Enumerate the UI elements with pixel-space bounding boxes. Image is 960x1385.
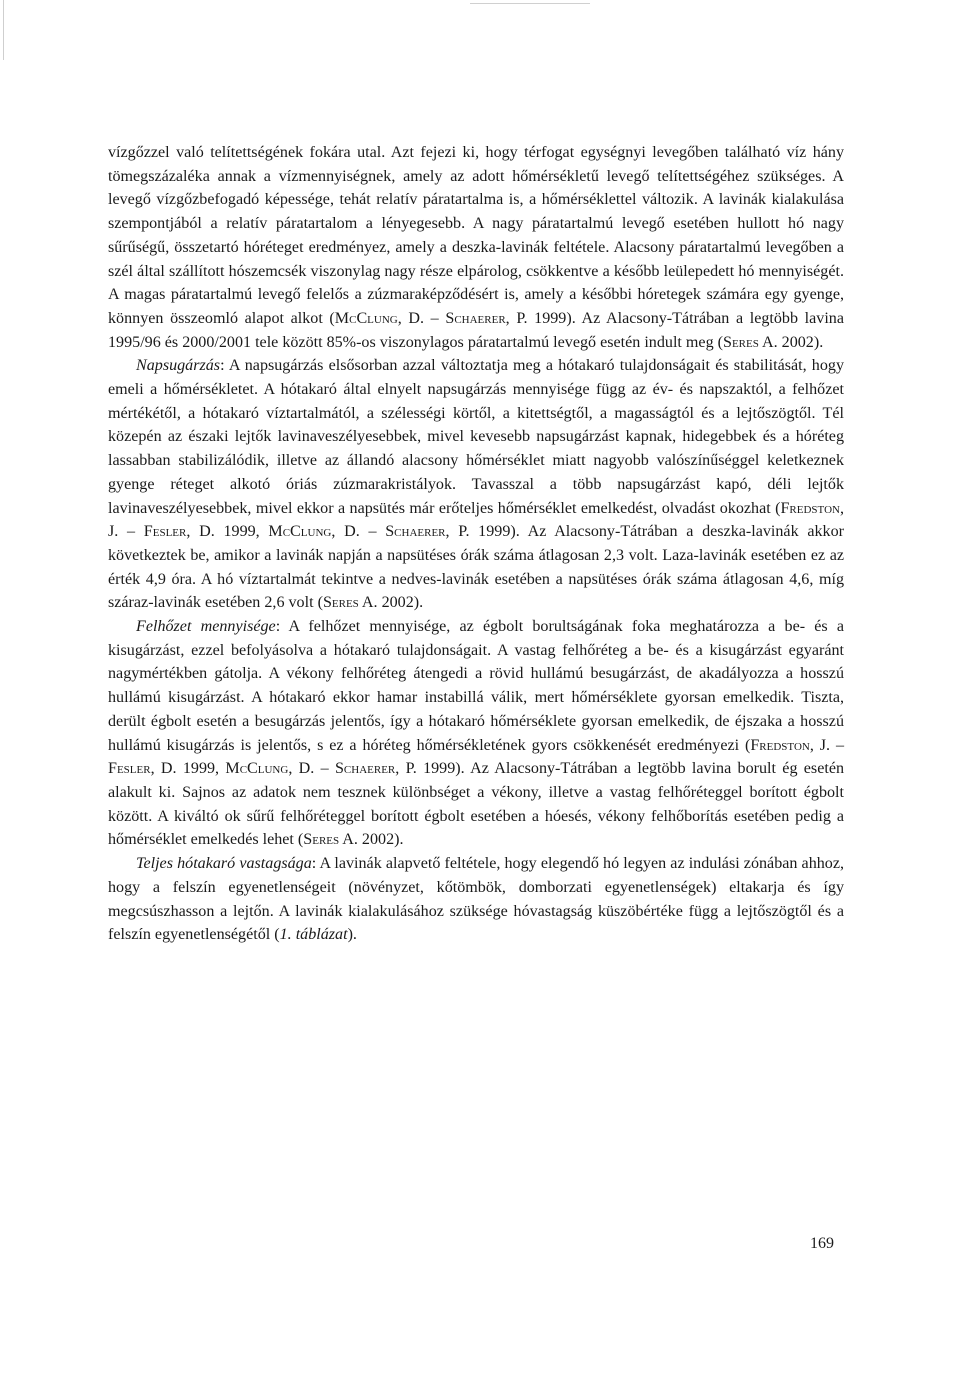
paragraph-relative-humidity: vízgőzzel való telítettségének fokára utal. Azt fejezi ki, hogy térfogat egységnyi levegőben található víz hány tömegszázaléka annak a vízmennyiségnek, amely az adott hőmérsékletű levegő telítettségéhez szükséges. A levegő vízgőzbefogadó képessége, tehát relatív páratartalma is, a hőmérséklettel változik. A lavinák kialakulása szempontjából a relatív páratartalom a lényegesebb. A nagy páratartalmú levegő esetében hullott hó nagy sűrűségű, összetartó hóréteget eredményez, amely a deszka-lavinák feltétele. Alacsony páratartalmú levegőben a szél által szállított hószemcsék viszonylag nagy része elpárolog, csökkentve a később leülepedett hó mennyiségét. A magas páratartalmú levegő felelős a zúzmaraképződésért is, amely a későbbi hóretegek számára egy gyenge, könnyen összeomló alapot alkot (McClung, D. – Schaerer, P. 1999). Az Alacsony-Tátrában a legtöbb lavina 1995/96 és 2000/2001 tele között 85%-os viszonylagos páratartalmú levegő esetén indult meg (Seres A. 2002). <box>108 144 844 351</box>
author-name: McClung <box>334 309 398 327</box>
paragraph-term: Teljes hótakaró vastagsága <box>136 855 312 873</box>
page-number: 169 <box>810 1235 834 1252</box>
author-name: Schaerer <box>385 523 446 541</box>
author-name: Fredston <box>780 499 840 517</box>
paragraph-term: Felhőzet mennyisége <box>136 618 276 636</box>
author-name: McClung <box>225 760 289 778</box>
author-name: Fredston <box>750 736 810 754</box>
author-name: Seres <box>322 594 359 612</box>
scan-artifact-left <box>3 0 4 60</box>
author-name: Seres <box>723 333 759 351</box>
author-name: Schaerer <box>334 760 396 778</box>
author-name: Fesler <box>143 523 187 541</box>
author-name: McClung <box>268 523 332 541</box>
scan-artifact-top <box>470 3 590 4</box>
body-text <box>108 141 844 947</box>
paragraph-solar-radiation: Napsugárzás: A napsugárzás elsősorban azzal változtatja meg a hótakaró tulajdonságait és stabilitását, hogy emeli a hőmérsékletet. A hótakaró által elnyelt napsugárzás mennyisége függ az év- és napszaktól, a felhőzet mértékétől, a hótakaró víztartalmától, a szélességi körtől, a kitettségtől, a magasságtól és a lejtőszögtől. Tél közepén az északi lejtők lavinaveszélyesebbek, mivel kevesebb napsugárzást kapnak, hidegebbek és a hóréteg lassabban stabilizálódik, illetve az állandó alacsony hőmérséklet miatt nagyobb valószínűséggel keletkeznek gyenge réteget alkotó óriás zúzmarakristályok. Tavasszal a több napsugárzást kapó, déli lejtők lavinaveszélyesebbek, mivel ekkor a napsütés már erőteljes hőmérséklet emelkedést, olvadást okozhat (Fredston, J. – Fesler, D. 1999, McClung, D. – Schaerer, P. 1999). Az Alacsony-Tátrában a deszka-lavinák akkor következtek be, amikor a lavinák napján a napsütéses órák száma átlagosan 2,3 volt. Laza-lavinák esetében ez az érték 4,9 óra. A hó víztartalmát tekintve a nedves-lavinák esetében a napsütéses órák száma átlagosan 4,6, míg száraz-lavinák esetében 2,6 volt (Seres A. 2002). <box>108 357 844 612</box>
paragraph-term: Napsugárzás <box>136 357 221 375</box>
paragraph-snow-depth: Teljes hótakaró vastagsága: A lavinák alapvető feltétele, hogy elegendő hó legyen az indulási zónában ahhoz, hogy a felszín egyenetlenségeit (növényzet, kőtömbök, domborzati egyenetlenségek) eltakarja és így megcsúszhasson a lejtőn. A lavinák kialakulásához szüksége hóvastagság küszöbértéke függ a lejtőszögtől és a felszín egyenetlenségétől (1. táblázat). <box>108 855 845 944</box>
paragraph-cloud-cover: Felhőzet mennyisége: A felhőzet mennyisége, az égbolt borultságának foka meghatározza a be- és a kisugárzást, ezzel befolyásolva a hótakaró tulajdonságait. A vastag felhőréteg a be- és a kisugárzást egyaránt nagymértékben gátolja. A vékony felhőréteg átengedi a rövid hullámú besugárzást, de akadályozza a hosszú hullámú kisugárzást. A hótakaró ekkor hamar instabillá válik, mert hőmérséklete gyorsan emelkedik. Tiszta, derült égbolt esetén a besugárzás jelentős, így a hótakaró hőmérséklete gyorsan emelkedik, de éjszaka a hosszú hullámú kisugárzás is jelentős, s ez a hóréteg hőmérsékletének gyors csökkenését eredményezi (Fredston, J. – Fesler, D. 1999, McClung, D. – Schaerer, P. 1999). Az Alacsony-Tátrában a legtöbb lavina borult ég esetén alakult ki. Sajnos az adatok nem tesznek különbséget a vékony, illetve a vastag felhőréteggel borított égbolt között. A kiváltó ok sűrű felhőréteggel borított égbolt esetében a hóesés, vékony felhőborítás esetében pedig a hőmérséklet emelkedés lehet (Seres A. 2002). <box>108 618 845 849</box>
author-name: Fesler <box>108 760 151 778</box>
author-name: Schaerer <box>445 309 506 327</box>
author-name: Seres <box>303 831 340 849</box>
table-reference: 1. táblázat <box>279 926 348 944</box>
